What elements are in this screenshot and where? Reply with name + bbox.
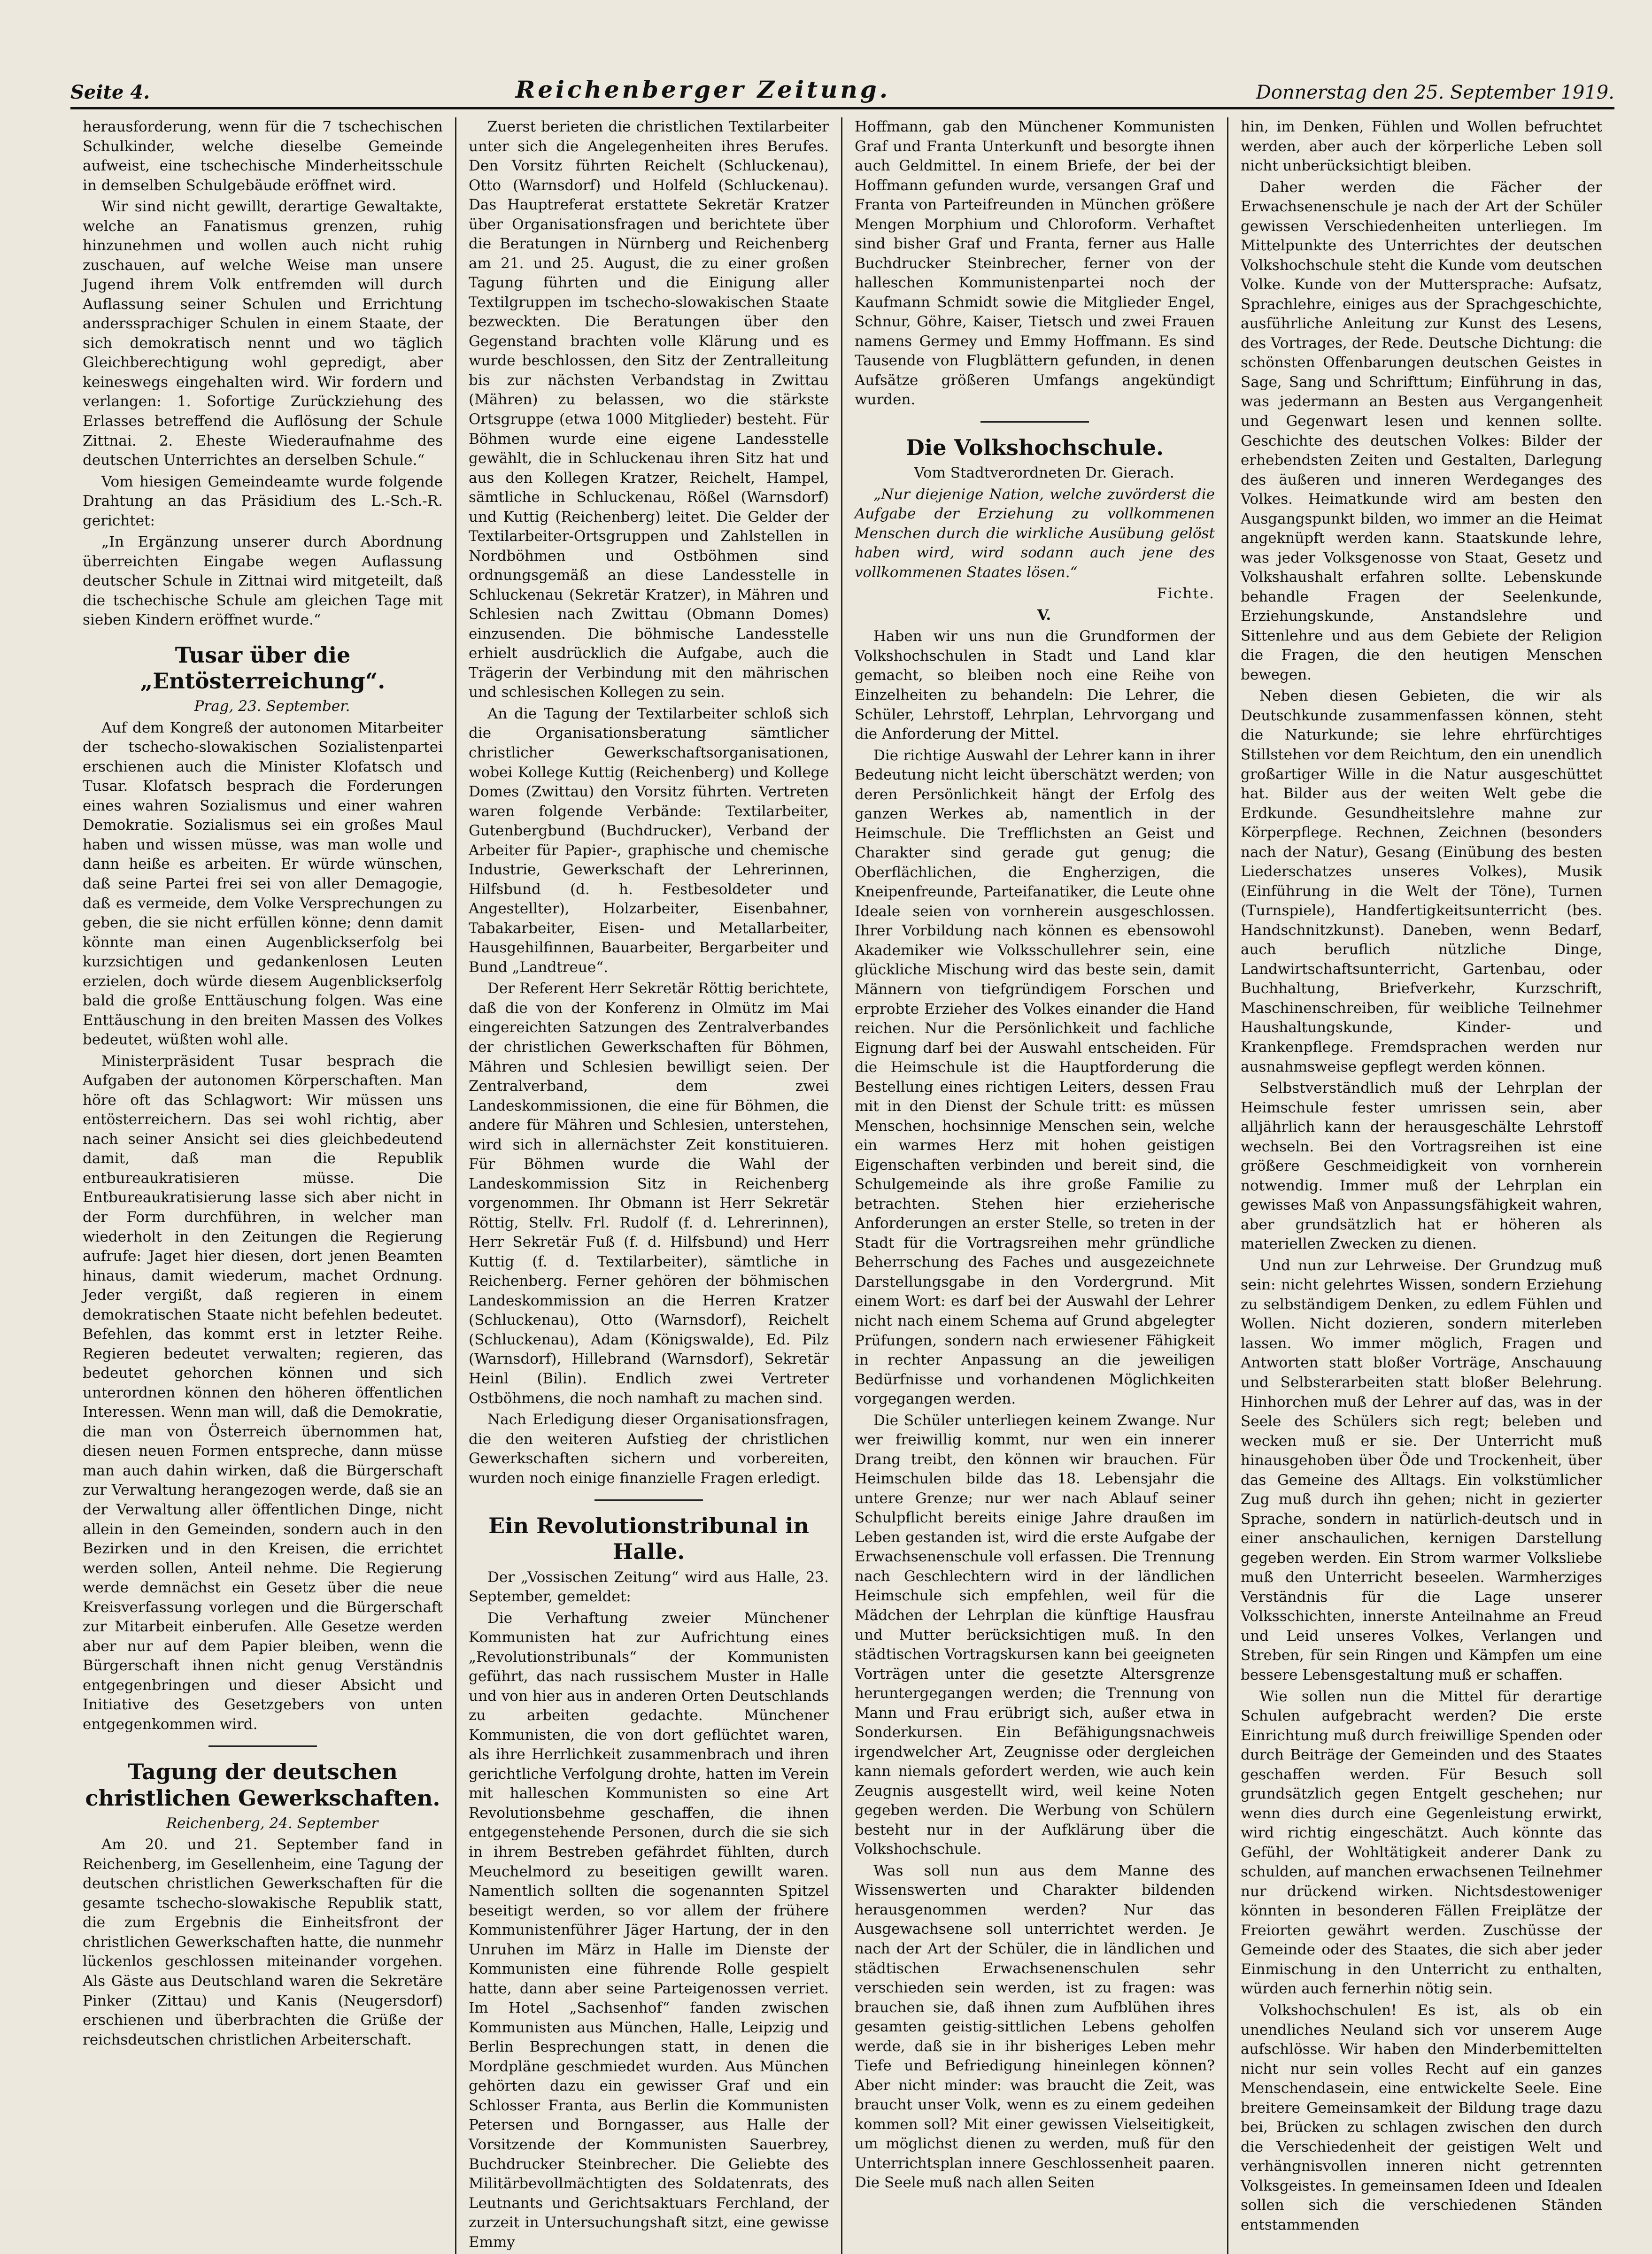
paragraph: hin, im Denken, Fühlen und Wollen befruchtet werden, aber auch der körperliche Leben soll nicht unberücksichtigt bleiben. [1241,118,1602,175]
newspaper-name: Reichenberger Zeitung. [515,76,891,103]
paragraph: Neben diesen Gebieten, die wir als Deutschkunde zusammenfassen können, steht die Naturkunde; sie lehre ehrfürchtiges Stillstehen vor dem Reichtum, den ein unendlich großartiger Wille in die Natur ausgeschüttet hat. Bilder aus der weiten Welt gebe die Erdkunde. Gesundheitslehre mahne zur Körperpflege. Rechnen, Zeichnen (besonders nach der Natur), Gesang (Einübung des besten Liederschatzes unseres Volkes), Musik (Einführung in die Welt der Töne), Turnen (Turnspiele), Handfertigkeitsunterricht (bes. Handschnitzkunst). Daneben, wenn Bedarf, auch beruflich nützliche Dinge, Landwirtschaftsunterricht, Gartenbau, oder Buchhaltung, Briefverkehr, Kurzschrift, Maschinenschreiben, für weibliche Teilnehmer Haushaltungskunde, Kinder- und Krankenpflege. Fremdsprachen werden nur ausnahmsweise gepflegt werden können. [1241,687,1602,1075]
paragraph: „In Ergänzung unserer durch Abordnung überreichten Eingabe wegen Auflassung deutscher Schule in Zittnai wird mitgeteilt, daß die tschechische Schule am gleichen Tage mit sieben Kindern eröffnet wurde.“ [83,533,443,629]
column-3 [842,117,1228,2254]
paragraph: Was soll nun aus dem Manne des Wissenswerten und Charakter bildenden herausgenommen werden? Nur das Ausgewachsene soll unterrichtet werden. Je nach der Art der Schüler, die in ländlichen und städtischen Erwachsenenschulen sehr verschieden sein werden, ist zu fragen: was brauchen sie, daß ihnen zum Aufblühen ihres gesamten geistig-sittlichen Lebens geholfen werde, daß sie in ihr bisheriges Leben mehr Tiefe und Befriedigung hineinlegen können? Aber nicht minder: was braucht die Zeit, was braucht unser Volk, wenn es zu einem gedeihen kommen soll? Mit einer gewissen Vielseitigkeit, um möglichst dienen zu werden, muß für den Unterrichtsplan innere Geschlossenheit paaren. Die Seele muß nach allen Seiten [855,1862,1215,2192]
article-title: Ein Revolutionstribunal in Halle. [488,1513,809,1565]
paragraph: Vom hiesigen Gemeindeamte wurde folgende Drahtung an das Präsidium des L.-Sch.-R. gerichtet: [83,473,443,529]
column-2 [456,117,842,2254]
motto: „Nur diejenige Nation, welche zuvörderst die Aufgabe der Erziehung zu vollkommenen Menschen durch die wirkliche Ausübung gelöst haben wird, wird sodann auch jene des vollkommenen Staates lösen.“ [855,486,1215,581]
paragraph: Am 20. und 21. September fand in Reichenberg, im Gesellenheim, eine Tagung der deutschen christlichen Gewerkschaften für die gesamte tschecho-slowakische Republik statt, die zum Ergebnis die Einheitsfront der christlichen Gewerkschaften hatte, die nunmehr lückenlos geschlossen miteinander vorgehen. Als Gäste aus Deutschland waren die Sekretäre Pinker (Zittau) und Kanis (Neugersdorf) erschienen und überbrachten die Grüße der reichsdeutschen christlichen Arbeiterschaft. [83,1836,443,2048]
paragraph: Der Referent Herr Sekretär Röttig berichtete, daß die von der Konferenz in Olmütz im Mai eingereichten Satzungen des Zentralverbandes der christlichen Gewerkschaften für Böhmen, Mähren und Schlesien bewilligt seien. Der Zentralverband, dem zwei Landeskommissionen, die eine für Böhmen, die andere für Mähren und Schlesien, unterstehen, wird sich in allernächster Zeit konstituieren. Für Böhmen wurde die Wahl der Landeskommission Sitz in Reichenberg vorgenommen. Ihr Obmann ist Herr Sekretär Röttig, Stellv. Frl. Rudolf (f. d. Lehrerinnen), Herr Sekretär Fuß (f. d. Hilfsbund) und Herr Kuttig (f. d. Textilarbeiter), sämtliche in Reichenberg. Ferner gehören der böhmischen Landeskommission an die Herren Kratzer (Schluckenau), Otto (Warnsdorf), Reichelt (Schluckenau), Adam (Königswalde), Ed. Pilz (Warnsdorf), Hillebrand (Warnsdorf), Sekretär Heinl (Bilin). Endlich zwei Vertreter Ostböhmens, die noch namhaft zu machen sind. [469,980,829,1407]
paragraph: Der „Vossischen Zeitung“ wird aus Halle, 23. September, gemeldet: [469,1568,829,1606]
page-number: Seite 4. [70,81,150,103]
page-header [70,70,1614,109]
column-1 [70,117,456,2254]
paragraph: Hoffmann, gab den Münchener Kommunisten Graf und Franta Unterkunft und besorgte ihnen auch Geldmittel. In einem Briefe, der bei der Hoffmann gefunden wurde, versangen Graf und Franta von Parteifreunden in München größere Mengen Morphium und Chloroform. Verhaftet sind bisher Graf und Franta, ferner aus Halle Buchdrucker Steinbrecher, ferner von der halleschen Kommunistenpartei noch der Kaufmann Schmidt sowie die Mitglieder Engel, Schnur, Göhre, Kaiser, Tietsch und zwei Frauen namens Germey und Emmy Hoffmann. Es sind Tausende von Flugblättern gefunden, in denen Aufsätze größeren Umfangs angekündigt wurden. [855,118,1215,409]
paragraph: Und nun zur Lehrweise. Der Grundzug muß sein: nicht gelehrtes Wissen, sondern Erziehung zu selbständigem Denken, zu edlem Fühlen und Wollen. Nicht dozieren, sondern miterleben lassen. Wo immer möglich, Fragen und Antworten statt bloßer Vorträge, Anschauung und Selbsterarbeiten statt bloßer Belehrung. Hinhorchen muß der Lehrer auf das, was in der Seele des Schülers sich regt; beleben und wecken muß er sie. Der Unterricht muß hinausgehoben über Öde und Trockenheit, über das Gemeine des Alltags. Ein volkstümlicher Zug muß durch ihn gehen; nicht in gezierter Sprache, sondern in natürlich-deutsch und in einer anschaulichen, kernigen Darstellung gegeben werden. Ein Strom warmer Volksliebe muß den Unterricht beseelen. Warmherziges Verständnis für die Lage unserer Volksschichten, innerste Anteilnahme an Freud und Leid unseres Volkes, Verlangen und Streben, für sein Ringen und Kämpfen um eine bessere Lebensgestaltung muß er schaffen. [1241,1257,1602,1683]
article-columns [70,117,1614,2251]
byline: Vom Stadtverordneten Dr. Gierach. [914,464,1174,482]
paragraph: Volkshochschulen! Es ist, als ob ein unendliches Neuland sich vor unserem Auge aufschlösse. Wir haben den Minderbemittelten nicht nur sein volles Recht auf ein ganzes Menschendasein, eine entwickelte Seele. Eine breitere Gemeinsamkeit der Bildung trage dazu bei, Brücken zu schlagen zwischen den durch die Verschiedenheit der geistigen Welt und verhängnisvollen inneren nicht getrennten Volksgeistes. In gemeinsamen Ideen und Idealen sollen sich die verschiedenen Ständen entstammenden [1241,2002,1602,2233]
article-title: Tusar über die „Entösterreichung“. [140,642,386,694]
article-title: Tagung der deutschen christlichen Gewerkschaften. [85,1759,440,1811]
motto-source: Fichte. [1157,585,1215,602]
column-4 [1228,117,1614,2254]
paragraph: Zuerst berieten die christlichen Textilarbeiter unter sich die Angelegenheiten ihres Berufes. Den Vorsitz führten Reichelt (Schluckenau), Otto (Warnsdorf) und Holfeld (Schluckenau). Das Hauptreferat erstattete Sekretär Kratzer über Organisationsfragen und berichtete über die Beratungen in Nürnberg und Reichenberg am 21. und 25. August, die zu einer großen Tagung führten und die Einigung aller Textilgruppen im tschecho-slowakischen Staate bezweckten. Die Beratungen über den Gegenstand brachten volle Klärung und es wurde beschlossen, den Sitz der Zentralleitung bis zur nächsten Verbandstag in Zwittau (Mähren) zu belassen, wo die stärkste Ortsgruppe (etwa 1000 Mitglieder) besteht. Für Böhmen wurde eine eigene Landesstelle gewählt, die in Schluckenau ihren Sitz hat und aus den Kollegen Kratzer, Reichelt, Hampel, sämtliche in Schluckenau, Rößel (Warnsdorf) und Kuttig (Reichenberg) leitet. Die Gelder der Textilarbeiter-Ortsgruppen und Zahlstellen in Nordböhmen und Ostböhmen sind ordnungsgemäß an diese Landesstelle in Schluckenau (Sekretär Kratzer), in Mähren und Schlesien nach Zwittau (Obmann Domes) einzusenden. Die böhmische Landesstelle erhielt ausdrücklich die Aufgabe, auch die Trägerin der Verbindung mit den mährischen und schlesischen Kollegen zu sein. [469,118,829,701]
section-number: V. [1037,606,1051,624]
paragraph: Die Schüler unterliegen keinem Zwange. Nur wer freiwillig kommt, nur wen ein innerer Drang treibt, den können wir brauchen. Für Heimschulen bilde das 18. Lebensjahr die untere Grenze; nur wer nach Ablauf seiner Schulpflicht bereits einige Jahre draußen im Leben gestanden ist, wird die erste Aufgabe der Erwachsenenschule voll erfassen. Die Trennung nach Geschlechtern wird in der ländlichen Heimschule sich empfehlen, weil für die Mädchen der Lehrplan die künftige Hausfrau und Mutter berücksichtigen muß. In den städtischen Vortragskursen kann bei geeigneten Vorträgen unter die gesetzte Altersgrenze heruntergegangen werden; die Trennung von Mann und Frau erübrigt sich, außer etwa in Sonderkursen. Ein Befähigungsnachweis irgendwelcher Art, Zeugnisse oder dergleichen kann niemals gefordert werden, wie auch kein Zeugnis ausgestellt wird, weil keine Noten gegeben werden. Die Werbung von Schülern besteht nur in der Aufklärung über die Volkshochschule. [855,1412,1215,1858]
separator [980,421,1088,423]
paragraph: Ministerpräsident Tusar besprach die Aufgaben der autonomen Körperschaften. Man höre oft das Schlagwort: Wir müssen uns entösterreichern. Das sei wohl richtig, aber nach seiner Ansicht sei dies gleichbedeutend damit, daß man die Republik entbureaukratisieren müsse. Die Entbureaukratisierung lasse sich aber nicht in der Form durchführen, in welcher man wiederholt in den Zeitungen die Regierung aufrufe: Jaget hier diesen, dort jenen Beamten hinaus, damit wiederum, machet Ordnung. Jeder vergißt, daß regieren in einem demokratischen Staate nicht befehlen bedeutet. Befehlen, das kommt erst in letzter Reihe. Regieren bedeutet verwalten; regieren, das bedeutet gehorchen können und sich unterordnen können den höheren öffentlichen Interessen. Wenn man will, daß die Demokratie, die man von Österreich übernommen hat, diesen neuen Formen entspreche, dann müsse man auch dahin wirken, daß die Bürgerschaft zur Verwaltung herangezogen werde, daß sie an der Verwaltung aller öffentlichen Dinge, nicht allein in den Gemeinden, sondern auch in den Bezirken und in den Kreisen, die errichtet werden sollen, Anteil nehme. Die Regierung werde demnächst ein Gesetz über die neue Kreisverfassung vorlegen und die Bürgerschaft zur Mitarbeit einberufen. Alle Gesetze werden aber nur auf dem Papier bleiben, wenn die Bürgerschaft ihnen nicht genug Verständnis entgegenbringen und dieser Absicht und Initiative des Gesetzgebers von unten entgegenkommen wird. [83,1052,443,1733]
paragraph: Wie sollen nun die Mittel für derartige Schulen aufgebracht werden? Die erste Einrichtung muß durch freiwillige Spenden oder durch Beiträge der Gemeinden und des Staates geschaffen werden. Für Besuch soll grundsätzlich gegen Entgelt geschehen; nur wenn dies durch eine Gegenleistung erwirkt, wird richtig eingeschätzt. Auch könnte das Gefühl, der Wohltätigkeit anderer Dank zu schulden, auf manchen erwachsenen Teilnehmer nur drückend wirken. Nichtsdestoweniger könnten in besonderen Fällen Freiplätze der Freiorten gewährt werden. Zuschüsse der Gemeinde oder des Staates, die sich aber jeder Einmischung in den Unterricht zu enthalten, würden auch fernerhin nötig sein. [1241,1688,1602,1998]
separator [208,1745,317,1747]
paragraph: Nach Erledigung dieser Organisationsfragen, die den weiteren Aufstieg der christlichen Gewerkschaften sichern und vorbereiten, wurden noch einige finanzielle Fragen erledigt. [469,1411,829,1487]
paragraph: Die Verhaftung zweier Münchener Kommunisten hat zur Aufrichtung eines „Revolutionstribunals“ der Kommunisten geführt, das nach russischem Muster in Halle und von hier aus in anderen Orten Deutschlands zu arbeiten gedachte. Münchener Kommunisten, die von dort geflüchtet waren, als ihre Herrlichkeit zusammenbrach und ihren gerichtliche Verfolgung drohte, hatten im Verein mit halleschen Kommunisten so eine Art Revolutionsbehme geschaffen, die ihnen entgegenstehende Personen, durch die sie sich in ihrem Bestreben gefährdet fühlten, durch Meuchelmord zu beseitigen gewillt waren. Namentlich sollten die sogenannten Spitzel beseitigt werden, so vor allem der frühere Kommunistenführer Jäger Hartung, der in den Unruhen im März in Halle im Dienste der Kommunisten eine führende Rolle gespielt hatte, dann aber seine Parteigenossen verriet. Im Hotel „Sachsenhof“ fanden zwischen Kommunisten aus München, Halle, Leipzig und Berlin Besprechungen statt, in denen die Mordpläne geschmiedet wurden. Aus München gehörten dazu ein gewisser Graf und ein Schlosser Franta, aus Berlin die Kommunisten Petersen und Borngasser, aus Halle der Vorsitzende der Kommunisten Sauerbrey, Buchdrucker Steinbrecher. Die Geliebte des Militärbevollmächtigten des Soldatenrats, des Leutnants und Gerichtsaktuars Ferchland, der zurzeit in Untersuchungshaft sitzt, eine gewisse Emmy [469,1609,829,2251]
paragraph: Selbstverständlich muß der Lehrplan der Heimschule fester umrissen sein, aber alljährlich kann der herausgeschälte Lehrstoff wechseln. Bei den Vortragsreihen ist eine größere Geschmeidigkeit von vornherein notwendig. Immer muß der Lehrplan ein gewisses Maß von Anpassungsfähigkeit wahren, aber grundsätzlich hat er höheren als materiellen Zwecken zu dienen. [1241,1080,1602,1253]
dateline: Prag, 23. September. [194,698,350,715]
paragraph: Auf dem Kongreß der autonomen Mitarbeiter der tschecho-slowakischen Sozialistenpartei erschienen auch die Minister Klofatsch und Tusar. Klofatsch besprach die Forderungen eines wahren Sozialismus und einer wahren Demokratie. Sozialismus sei ein großes Maul haben und wissen müsse, was man wolle und dann heiße es arbeiten. Er würde wünschen, daß seine Partei frei sei von aller Demagogie, daß es vermeide, dem Volke Versprechungen zu geben, die sie nicht erfüllen könne; denn damit könnte man einen Augenblickserfolg bei kurzsichtigen und gedankenlosen Leuten erzielen, doch würde diesem Augenblickserfolg bald die große Enttäuschung folgen. Was eine Enttäuschung in den breiten Massen des Volkes bedeutet, wüßten wohl alle. [83,719,443,1049]
paragraph: An die Tagung der Textilarbeiter schloß sich die Organisationsberatung sämtlicher christlicher Gewerkschaftsorganisationen, wobei Kollege Kuttig (Reichenberg) und Kollege Domes (Zwittau) den Vorsitz führten. Vertreten waren folgende Verbände: Textilarbeiter, Gutenbergbund (Buchdrucker), Verband der Arbeiter für Papier-, graphische und chemische Industrie, Gewerkschaft der Lehrerinnen, Hilfsbund (d. h. Festbesoldeter und Angestellter), Holzarbeiter, Eisenbahner, Tabakarbeiter, Eisen- und Metallarbeiter, Hausgehilfinnen, Bauarbeiter, Bergarbeiter und Bund „Landtreue“. [469,705,829,976]
article-title: Die Volkshochschule. [905,434,1164,460]
paragraph: Haben wir uns nun die Grundformen der Volkshochschulen in Stadt und Land klar gemacht, so bleiben noch eine Reihe von Einzelheiten zu behandeln: Die Lehrer, die Schüler, Lehrstoff, Lehrplan, Lehrvorgang und die Anforderung der Mittel. [855,628,1215,743]
paragraph: Daher werden die Fächer der Erwachsenenschule je nach der Art der Schüler gewissen Verschiedenheiten unterliegen. Im Mittelpunkte des Unterrichtes der deutschen Volkshochschule steht die Kunde vom deutschen Volke. Kunde von der Muttersprache: Aufsatz, Sprachlehre, einiges aus der Sprachgeschichte, ausführliche Anleitung zur Kunst des Lesens, des Vortrages, der Rede. Deutsche Dichtung: die schönsten Offenbarungen deutschen Geistes in Sage, Sang und Schrifttum; Einführung in das, was jedermann an Besten aus Vergangenheit und Gegenwart lesen und kennen sollte. Geschichte des deutschen Volkes: Bilder der erhebendsten Zeiten und Gestalten, Darlegung des äußeren und inneren Werdeganges des Volkes. Heimatkunde wird am besten den Ausgangspunkt bilden, wo immer an die Heimat angeknüpft werden kann. Staatskunde lehre, was jeder Volksgenosse von Staat, Gesetz und Volkshaushalt erfahren sollte. Lebenskunde behandle Fragen der Seelenkunde, Erziehungskunde, Anstandslehre und Sittenlehre und aus dem Gebiete der Religion die Fragen, die den heutigen Menschen bewegen. [1241,178,1602,683]
paragraph: Die richtige Auswahl der Lehrer kann in ihrer Bedeutung nicht leicht überschätzt werden; von deren Persönlichkeit hängt der Erfolg des ganzen Werkes ab, namentlich in der Heimschule. Die Trefflichsten an Geist und Charakter sind gerade gut genug; die Oberflächlichen, die Engherzigen, die Kneipenfreunde, Parteifanatiker, die Leute ohne Ideale seien von vornherein ausgeschlossen. Ihrer Vorbildung nach können es ebensowohl Akademiker wie Volksschullehrer sein, eine glückliche Mischung wird das beste sein, damit Männern von tiefgründigem Forschen und erprobte Erzieher des Volkes einander die Hand reichen. Nur die Persönlichkeit und fachliche Eignung darf bei der Auswahl entscheiden. Für die Heimschule ist die Hauptforderung die Bestellung eines richtigen Leiters, dessen Frau mit in den Dienst der Schule tritt: es müssen Menschen, hochsinnige Menschen sein, welche ein warmes Herz mit hohen geistigen Eigenschaften verbinden und bereit sind, die Schulgemeinde als ihre große Familie zu betrachten. Stehen hier erzieherische Anforderungen an erster Stelle, so treten in der Stadt für die Vortragsreihen mehr gründliche Beherrschung des Faches und ausgezeichnete Darstellungsgabe in den Vordergrund. Mit einem Wort: es darf bei der Auswahl der Lehrer nicht nach einem Schema auf Grund abgelegter Prüfungen, sondern nach erwiesener Fähigkeit in rechter Anpassung an die jeweiligen Bedürfnisse und vorhandenen Möglichkeiten vorgegangen werden. [855,747,1215,1408]
dateline: Reichenberg, 24. September [166,1814,378,1832]
issue-date: Donnerstag den 25. September 1919. [1256,82,1614,103]
separator [594,1499,702,1501]
paragraph: herausforderung, wenn für die 7 tschechischen Schulkinder, welche dieselbe Gemeinde aufweist, eine tschechische Minderheitsschule in demselben Schulgebäude eröffnet wird. [83,118,443,194]
paragraph: Wir sind nicht gewillt, derartige Gewaltakte, welche an Fanatismus grenzen, ruhig hinzunehmen und wollen auch nicht ruhig zuschauen, auf welche Weise man unsere Jugend ihrem Volk entfremden will durch Auflassung seiner Schulen und Errichtung anderssprachiger Schulen in einem Staate, der sich demokratisch nennt und wo täglich Gleichberechtigung wohl gepredigt, aber keineswegs eingehalten wird. Wir fordern und verlangen: 1. Sofortige Zurückziehung des Erlasses betreffend die Auflösung der Schule Zittnai. 2. Eheste Wiederaufnahme des deutschen Unterrichtes an derselben Schule.“ [83,198,443,469]
